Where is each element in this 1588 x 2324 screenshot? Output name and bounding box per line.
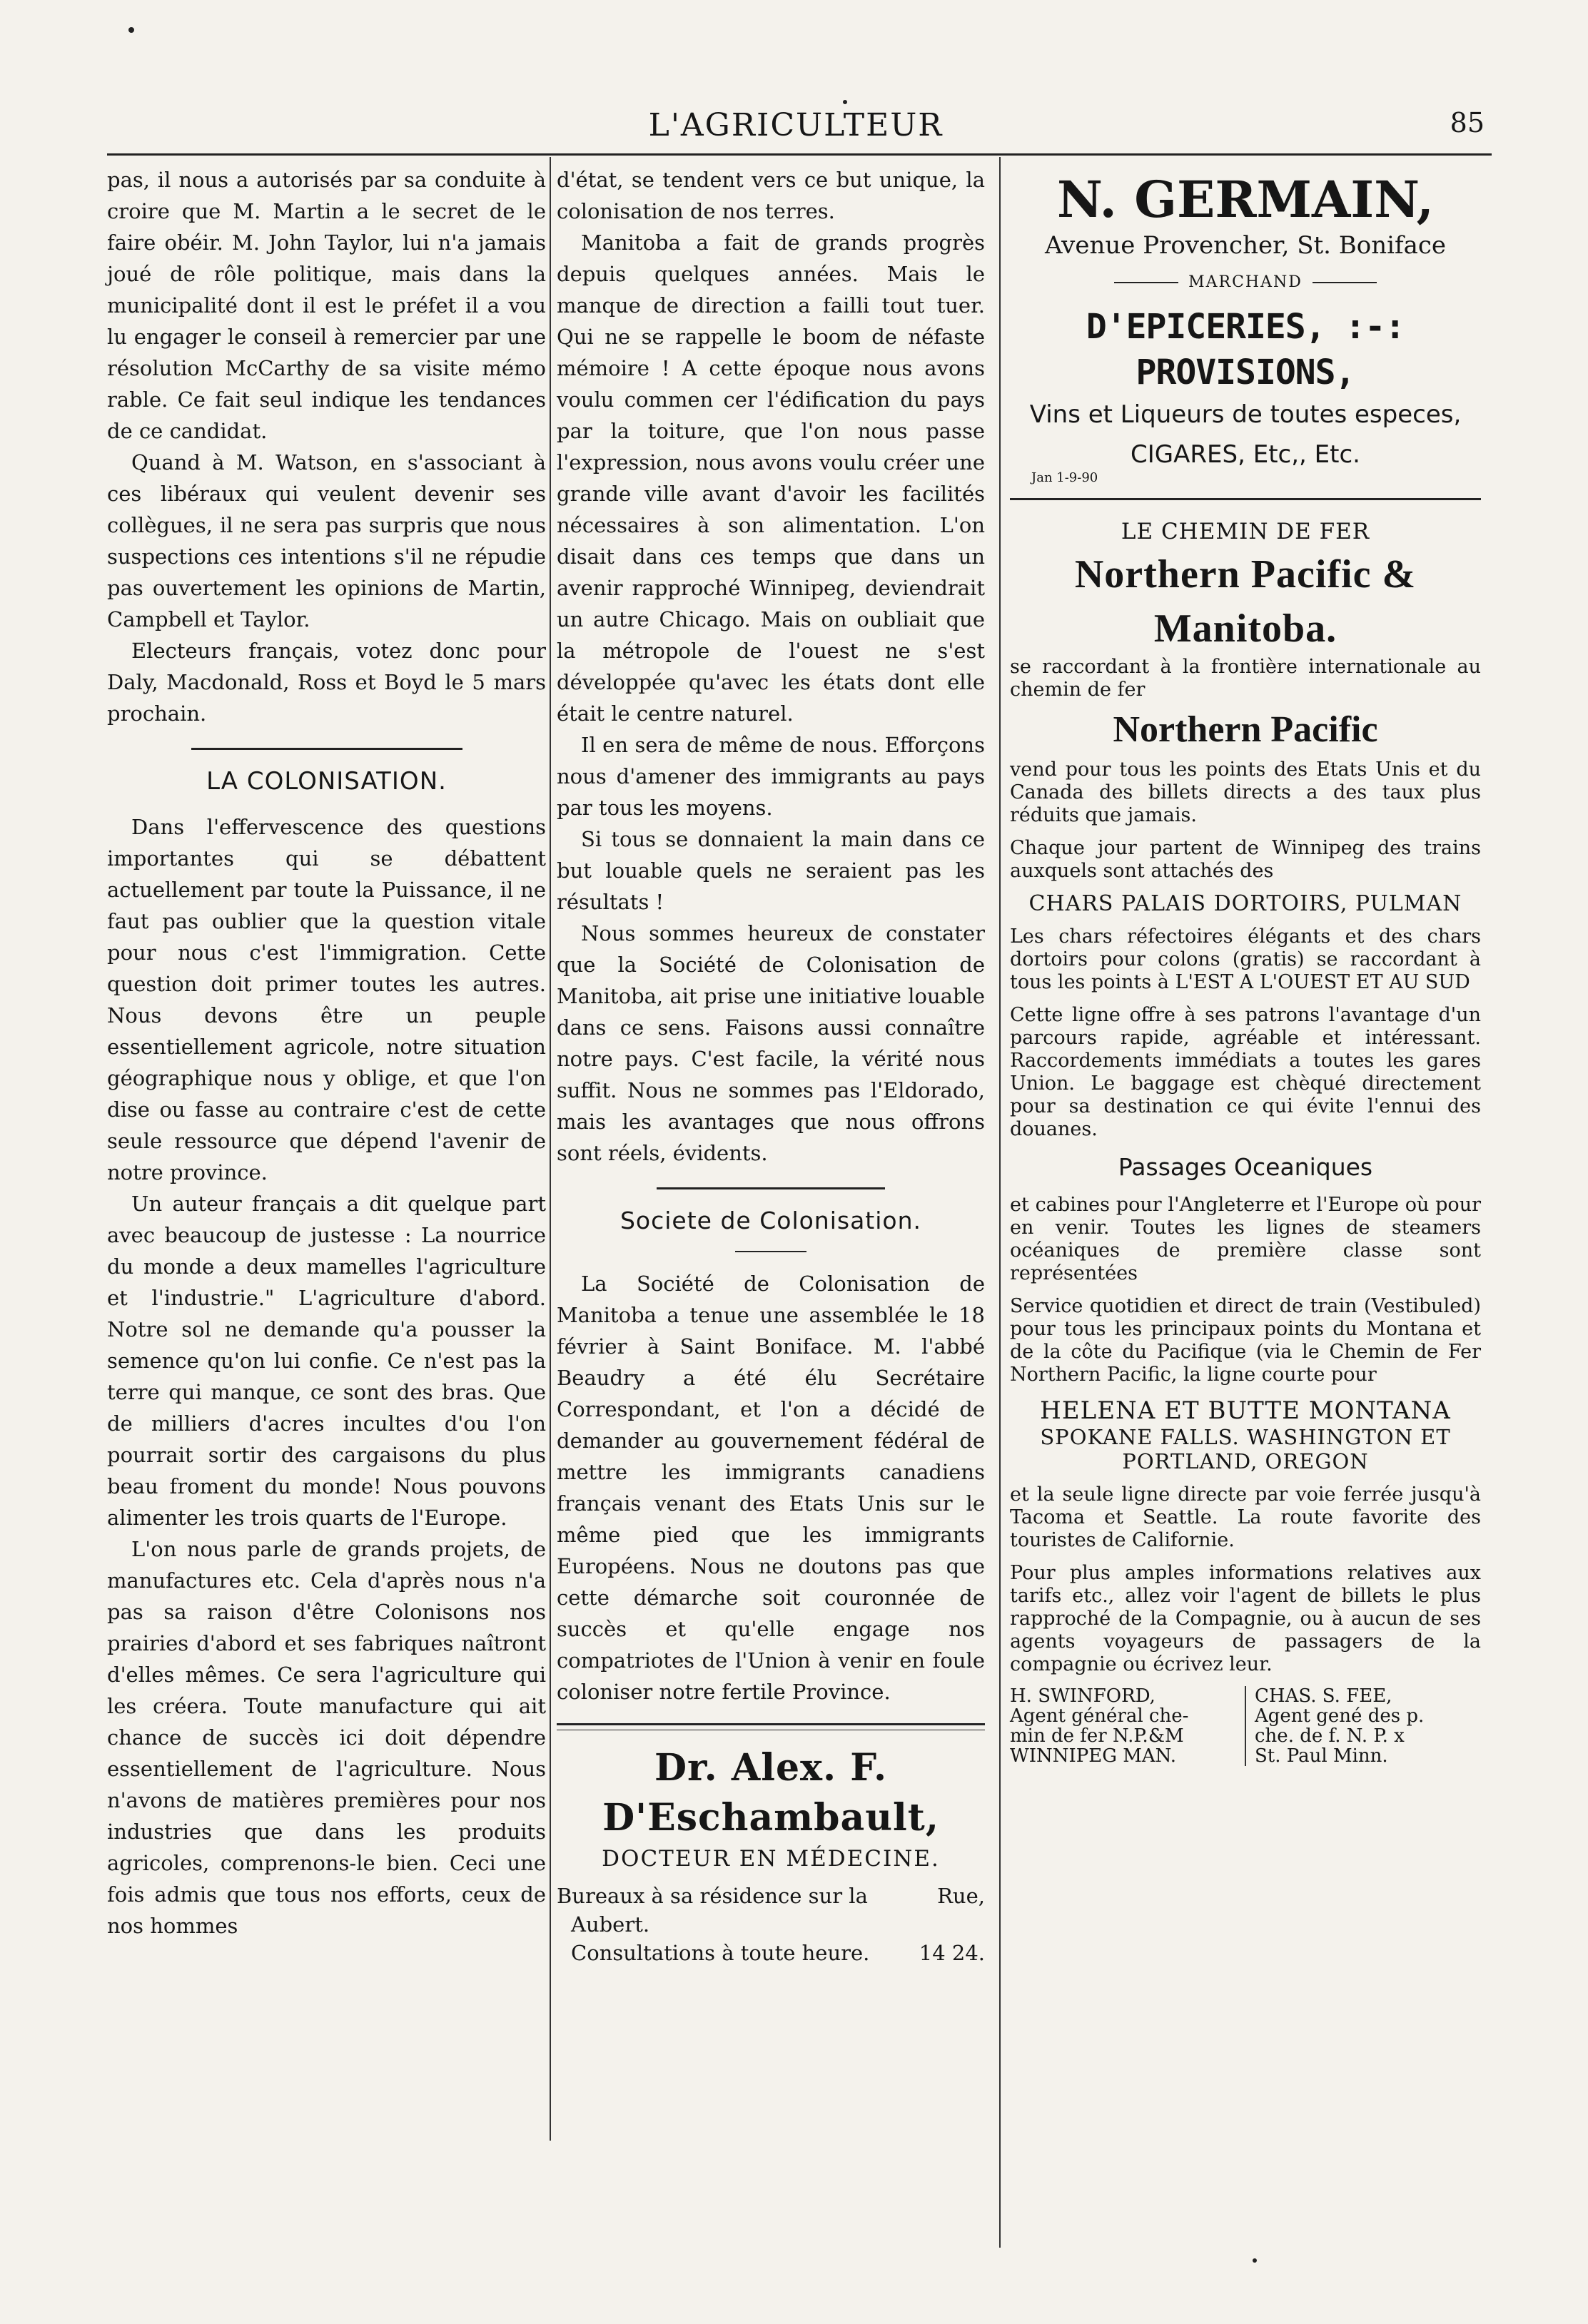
helena-heading: HELENA ET BUTTE MONTANA [1040, 1396, 1451, 1425]
section-heading: Societe de Colonisation. [619, 1207, 921, 1234]
paragraph: Quand à M. Watson, en s'associant à ces libéraux qui veulent devenir ses collègues, il ne sera pas surpris que nous suspections ces intentions s'il ne répudie pas ouvertement les opinions de Martin, Campbell et Taylor. [107, 450, 546, 631]
section-rule [1010, 498, 1481, 500]
paragraph: La Société de Colonisation de Manitoba a tenue une assemblée le 18 février à Saint Boniface. M. l'abbé Beaudry a été élu Secrétaire Correspondant, et l'on a décidé de demander au gouvernement fédéral de mettre les immigrants canadiens français venant des Etats Unis sur le même pied que les immigrants Européens. Nous ne doutons pas que cette démarche soit couronnée de succès et qu'elle engage nos compatriotes de l'Union à venir en foule coloniser notre fertile Province. [557, 1272, 985, 1704]
section-rule [657, 1187, 885, 1189]
scan-speck [843, 100, 847, 104]
paragraph: vend pour tous les points des Etats Unis et du Canada des billets directs a des taux plus réduits que jamais. [1010, 758, 1481, 826]
paragraph: Manitoba a fait de grands progrès depuis quelques années. Mais le manque de direction a failli tout tuer. Qui ne se rappelle le boom de néfaste mémoire ! A cette époque nous avons voulu commen cer l'édification du pays par la toiture, que l'on nous passe l'expression, nous avons voulu créer une grande ville avant d'avoir les facilités nécessaires à son alimentation. L'on disait dans ces temps que dans un avenir rapproché Winnipeg, deviendrait un autre Chicago. Mais on oubliait que la métropole de l'ouest ne s'est développée qu'avec les états dont elle était le centre naturel. [557, 230, 985, 726]
header-rule [107, 153, 1492, 156]
agent-divider [1245, 1686, 1246, 1766]
epiceries-heading: D'EPICERIES, :-: PROVISIONS, [1086, 307, 1405, 392]
column-1 [107, 164, 546, 1942]
column-divider [999, 157, 1001, 2248]
agent-line: Agent général che- [1010, 1705, 1189, 1727]
double-rule [557, 1723, 985, 1730]
agent-line: St. Paul Minn. [1255, 1745, 1388, 1767]
paragraph: pas, il nous a autorisés par sa conduite à croire que M. Martin a le secret de le faire obéir. M. John Taylor, lui n'a jamais joué de rôle politique, mais dans la municipalité dont il est le préfet il a vou lu engager le conseil à remercier par une résolution McCarthy de sa visite mémo rable. Ce fait seul indique les tendances de ce candidat. [107, 168, 546, 443]
doctor-name: Dr. Alex. F. D'Eschambault, [602, 1746, 939, 1840]
spokane-heading: SPOKANE FALLS. WASHINGTON ET PORTLAND, OREGON [1040, 1425, 1451, 1473]
paragraph: Les chars réfectoires élégants et des chars dortoirs pour colons (gratis) se raccordant à tous les points à L'EST A L'OUEST ET AU SUD [1010, 925, 1481, 993]
paragraph: Dans l'effervescence des questions importantes qui se débattent actuellement par toute la Puissance, il ne faut pas oublier que la question vitale pour nous c'est l'immigration. Cette question doit primer toutes les autres. Nous devons être un peuple essentiellement agricole, notre situation géographique nous y oblige, et que l'on dise ou fasse au contraire c'est de cette seule ressource que dépend l'avenir de notre province. [107, 815, 546, 1184]
agent-name: H. SWINFORD, [1010, 1685, 1155, 1707]
ad-text: 14 24. [919, 1941, 985, 1965]
section-rule [191, 748, 462, 750]
paragraph: Cette ligne offre à ses patrons l'avantage d'un parcours rapide, agréable et intéressant. Raccordements immédiats a toutes les gares Union. Le baggage est chèqué directement pour sa destination ce qui évite l'ennui des douanes. [1010, 1004, 1481, 1140]
scan-speck [1253, 2258, 1257, 2263]
vins-line: Vins et Liqueurs de toutes especes, [1029, 400, 1462, 429]
chemin-heading: LE CHEMIN DE FER [1121, 519, 1370, 544]
page-header [107, 107, 1485, 157]
page-number: 85 [1450, 107, 1485, 138]
ad-text: Consultations à toute heure. [571, 1941, 870, 1965]
column-divider [550, 157, 551, 2141]
agent-line: WINNIPEG MAN. [1010, 1745, 1177, 1767]
paragraph: Un auteur français a dit quelque part avec beaucoup de justesse : La nourrice du monde a deux mamelles l'agriculture et l'industrie." L'agriculture d'abord. Notre sol ne demande qu'a pousser la semence qu'on lui confie. Ce n'est pas la terre qui manque, ce sont des bras. Que de milliers d'acres incultes d'ou l'on pourrait sortir des cargaisons du plus beau froment du monde! Nous pouvons alimenter les trois quarts de l'Europe. [107, 1192, 546, 1530]
section-heading: LA COLONISATION. [206, 767, 447, 796]
ad-text: Rue, [937, 1884, 985, 1908]
np-heading: Northern Pacific [1113, 709, 1378, 750]
passages-heading: Passages Oceaniques [1118, 1153, 1373, 1181]
doctor-ad [557, 1743, 985, 1967]
doctor-title: DOCTEUR EN MÉDECINE. [602, 1846, 940, 1872]
agent-line: che. de f. N. P. x [1255, 1725, 1405, 1747]
paragraph: Il en sera de même de nous. Efforçons nous d'amener des immigrants au pays par tous les moyens. [557, 733, 985, 820]
paragraph: Service quotidien et direct de train (Vestibuled) pour tous les principaux points du Montana et de la côte du Pacifique (via le Chemin de Fer Northern Pacific, la ligne courte pour [1010, 1295, 1481, 1386]
section-rule [735, 1251, 806, 1252]
paragraph: et cabines pour l'Angleterre et l'Europe où pour en venir. Toutes les lignes de steamers océaniques de première classe sont représentées [1010, 1194, 1481, 1284]
paragraph: L'on nous parle de grands projets, de manufactures etc. Cela d'après nous n'a pas sa raison d'être Colonisons nos prairies d'abord et ses fabriques naîtront d'elles mêmes. Ce sera l'agriculture qui les créera. Toute manufacture qui ait chance de succès ici doit dépendre essentiellement de l'agriculture. Nous n'avons de matières premières pour nos industries que dans les produits agricoles, comprenons-le bien. Ceci une fois admis que tous nos efforts, ceux de nos hommes [107, 1537, 546, 1938]
paragraph: Electeurs français, votez donc pour Daly, Macdonald, Ross et Boyd le 5 mars prochain. [107, 639, 546, 726]
agent-2 [1255, 1686, 1481, 1766]
paragraph: d'état, se tendent vers ce but unique, la colonisation de nos terres. [557, 168, 985, 223]
agent-line: min de fer N.P.&M [1010, 1725, 1184, 1747]
date-code: Jan 1-9-90 [1031, 470, 1098, 485]
paragraph: Nous sommes heureux de constater que la Société de Colonisation de Manitoba, ait prise une initiative louable dans ce sens. Faisons aussi connaître notre pays. C'est facile, la vérité nous suffit. Nous ne sommes pas l'Eldorado, mais les avantages que nous offrons sont réels, évidents. [557, 921, 985, 1165]
ad-line [557, 1910, 985, 1939]
marchand-label: MARCHAND [1188, 273, 1303, 291]
ad-text: Aubert. [571, 1912, 650, 1937]
cigares-line: CIGARES, Etc,, Etc. [1131, 440, 1360, 469]
ad-text: Bureaux à sa résidence sur la [557, 1884, 868, 1908]
paragraph: Pour plus amples informations relatives aux tarifs etc., allez voir l'agent de billets le plus rapproché de la Compagnie, ou à aucun de ses agents voyageurs de passagers de la compagnie ou écrivez leur. [1010, 1562, 1481, 1675]
agent-line: Agent gené des p. [1255, 1705, 1425, 1727]
agent-name: CHAS. S. FEE, [1255, 1685, 1392, 1707]
column-3 [1010, 164, 1481, 1766]
agents-block [1010, 1686, 1481, 1766]
dash [1313, 282, 1377, 283]
paragraph: Chaque jour partent de Winnipeg des trains auxquels sont attachés des [1010, 837, 1481, 882]
dash [1114, 282, 1178, 283]
agent-1 [1010, 1686, 1236, 1766]
paragraph: Si tous se donnaient la main dans ce but louable quels ne seraient pas les résultats ! [557, 827, 985, 914]
ad-line [557, 1939, 985, 1967]
paragraph: se raccordant à la frontière internationale au chemin de fer [1010, 656, 1481, 701]
ad-line [557, 1882, 985, 1910]
np-manitoba-heading: Northern Pacific & Manitoba. [1074, 552, 1417, 651]
marchand-line [1010, 267, 1481, 298]
chars-heading: CHARS PALAIS DORTOIRS, PULMAN [1028, 891, 1462, 916]
paragraph: et la seule ligne directe par voie ferrée jusqu'à Tacoma et Seattle. La route favorite des touristes de Californie. [1010, 1483, 1481, 1551]
column-2 [557, 164, 985, 1967]
page-title: L'AGRICULTEUR [648, 107, 944, 143]
germain-title: N. GERMAIN, [1057, 170, 1434, 229]
scan-speck [128, 27, 134, 33]
germain-address: Avenue Provencher, St. Boniface [1044, 231, 1447, 260]
